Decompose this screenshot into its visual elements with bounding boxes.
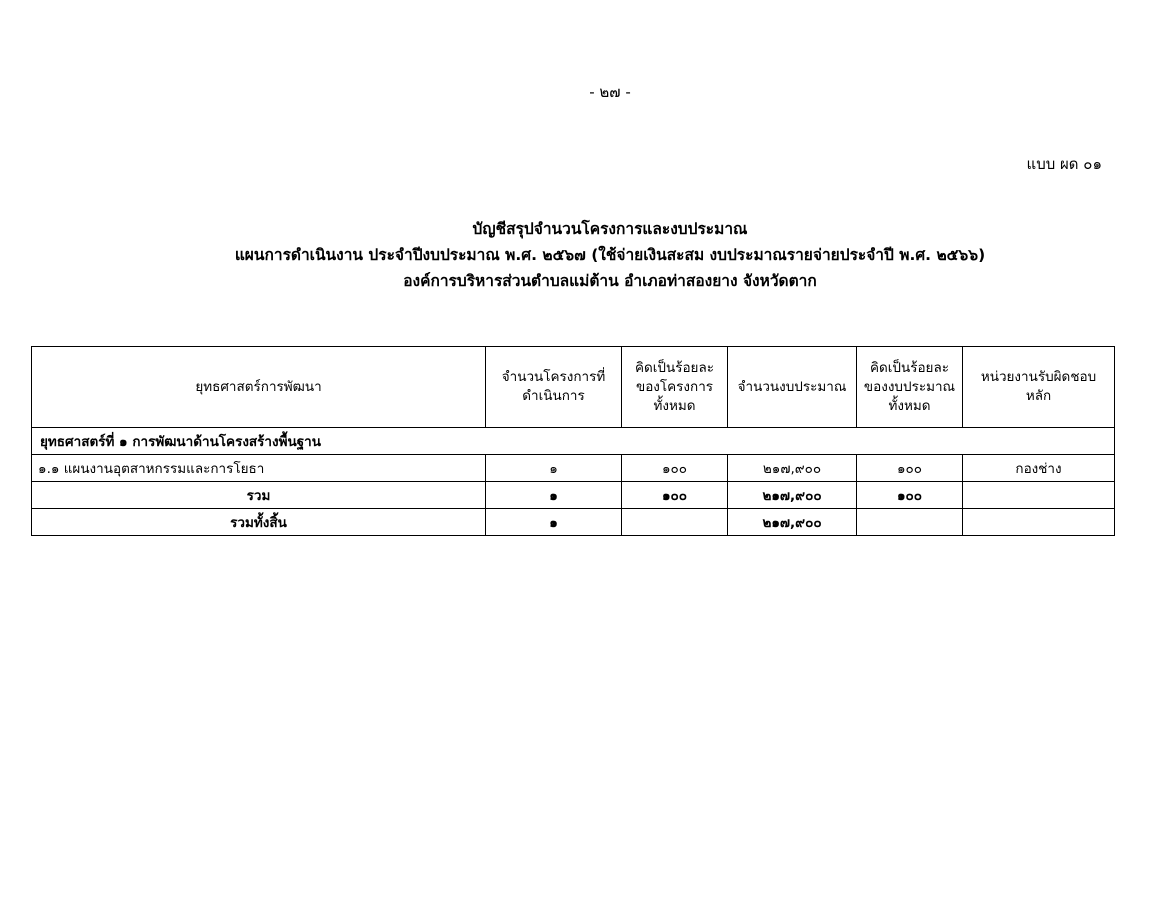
subtotal-project-percent: ๑๐๐ <box>622 482 728 509</box>
plan-budget-amount: ๒๑๗,๙๐๐ <box>728 455 857 482</box>
title-line-2: แผนการดำเนินงาน ประจำปีงบประมาณ พ.ศ. ๒๕๖๗ (ใช้จ่ายเงินสะสม งบประมาณรายจ่ายประจำปี พ.ศ. ๒๕๖๖) <box>234 246 986 264</box>
grand-total-budget-amount: ๒๑๗,๙๐๐ <box>728 509 857 536</box>
header-strategy: ยุทธศาสตร์การพัฒนา <box>32 347 486 428</box>
header-budget-percent: คิดเป็นร้อยละของงบประมาณทั้งหมด <box>857 347 963 428</box>
plan-responsible-unit: กองช่าง <box>963 455 1115 482</box>
grand-total-row <box>32 509 1115 536</box>
subtotal-row <box>32 482 1115 509</box>
header-responsible-unit: หน่วยงานรับผิดชอบหลัก <box>963 347 1115 428</box>
grand-total-budget-percent <box>857 509 963 536</box>
title-line-3: องค์การบริหารส่วนตำบลแม่ต้าน อำเภอท่าสองยาง จังหวัดตาก <box>403 272 817 290</box>
plan-project-percent: ๑๐๐ <box>622 455 728 482</box>
plan-project-count: ๑ <box>486 455 622 482</box>
title-line-1: บัญชีสรุปจำนวนโครงการและงบประมาณ <box>472 220 748 238</box>
header-project-count: จำนวนโครงการที่ดำเนินการ <box>486 347 622 428</box>
grand-total-label: รวมทั้งสิ้น <box>32 509 486 536</box>
strategy-row <box>32 428 1115 455</box>
table-row <box>32 455 1115 482</box>
subtotal-responsible-unit <box>963 482 1115 509</box>
plan-budget-percent: ๑๐๐ <box>857 455 963 482</box>
project-summary-table <box>31 346 1115 536</box>
strategy-label: ยุทธศาสตร์ที่ ๑ การพัฒนาด้านโครงสร้างพื้นฐาน <box>32 428 1115 455</box>
form-code: แบบ ผด ๐๑ <box>1026 155 1102 173</box>
header-project-percent: คิดเป็นร้อยละของโครงการทั้งหมด <box>622 347 728 428</box>
page-number: - ๒๗ - <box>589 83 631 101</box>
subtotal-project-count: ๑ <box>486 482 622 509</box>
grand-total-project-percent <box>622 509 728 536</box>
subtotal-budget-percent: ๑๐๐ <box>857 482 963 509</box>
header-budget-amount: จำนวนงบประมาณ <box>728 347 857 428</box>
subtotal-label: รวม <box>32 482 486 509</box>
table-header-row <box>32 347 1115 428</box>
document-title <box>0 216 1164 294</box>
grand-total-project-count: ๑ <box>486 509 622 536</box>
plan-name: ๑.๑ แผนงานอุตสาหกรรมและการโยธา <box>32 455 486 482</box>
grand-total-responsible-unit <box>963 509 1115 536</box>
subtotal-budget-amount: ๒๑๗,๙๐๐ <box>728 482 857 509</box>
